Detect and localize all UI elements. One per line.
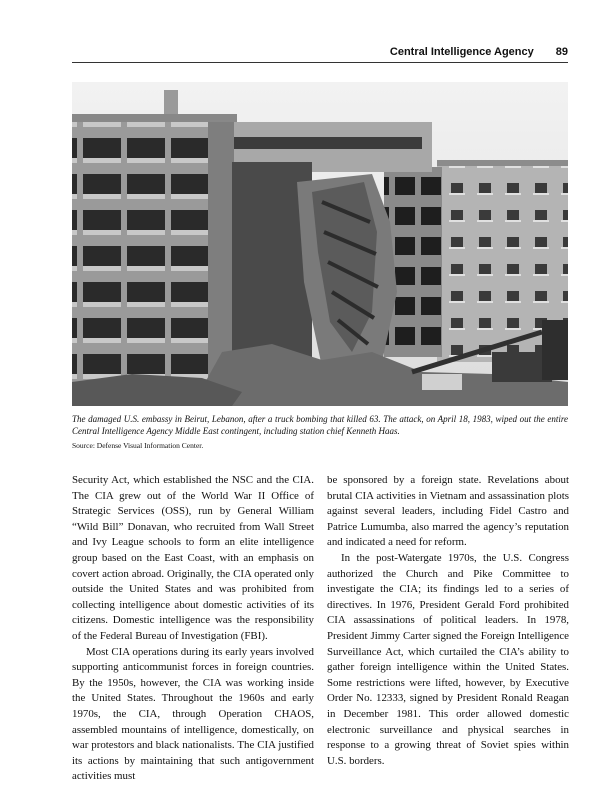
header-rule — [72, 62, 568, 63]
page-number: 89 — [555, 46, 568, 58]
paragraph: Most CIA operations during its early years involved supporting anticommunist forces in foreign countries. By the 1950s, however, the CIA was working inside the United States. Throughout the 1960s and early 1970s, the CIA, through Operation CHAOS, assembled mountains of intelligence, domestically, on war protestors and black nationalists. The CIA justified its actions by maintaining that such antigovernment activities must — [72, 645, 314, 783]
right-column — [327, 473, 569, 769]
section-title: Central Intelligence Agency — [389, 46, 534, 58]
figure-caption: The damaged U.S. embassy in Beirut, Lebanon, after a truck bombing that killed 63. The attack, on April 18, 1983, wiped out the entire Central Intelligence Agency Middle East contingent, including station chief Kenneth Haas. — [72, 414, 568, 436]
figure-source: Source: Defense Visual Information Center. — [72, 441, 204, 450]
photo-collapsed-embassy-building-icon — [72, 82, 568, 406]
left-column — [72, 473, 314, 785]
paragraph: Security Act, which established the NSC and the CIA. The CIA grew out of the World War II Office of Strategic Services (OSS), run by General William “Wild Bill” Donavan, who recruited from Wall Street and Ivy League schools to form an elite intelligence group based on the East Coast, with an emphasis on covert action abroad. Originally, the CIA operated only outside the United States and was prohibited from collecting intelligence about domestic activities of its citizens. Domestic intelligence was the responsibility of the Federal Bureau of Investigation (FBI). — [72, 474, 314, 642]
paragraph: In the post-Watergate 1970s, the U.S. Congress authorized the Church and Pike Committee to investigate the CIA; its findings led to a series of directives. In 1976, President Gerald Ford prohibited CIA assassinations of political leaders. In 1978, President Jimmy Carter signed the Foreign Intelligence Surveillance Act, which curtailed the CIA’s ability to gather foreign intelligence within the United States. Some restrictions were lifted, however, by Executive Order No. 12333, signed by President Ronald Reagan in December 1981. This order allowed domestic electronic surveillance and physical searches in response to a growing threat of Soviet spies within U.S. borders. — [327, 551, 569, 767]
paragraph: be sponsored by a foreign state. Revelations about brutal CIA activities in Vietnam and assassination plots against several leaders, including Fidel Castro and Patrice Lumumba, also marred the agency’s reputation and indicated a need for reform. — [327, 474, 569, 549]
embassy-photo — [72, 82, 568, 406]
running-head — [72, 46, 568, 62]
